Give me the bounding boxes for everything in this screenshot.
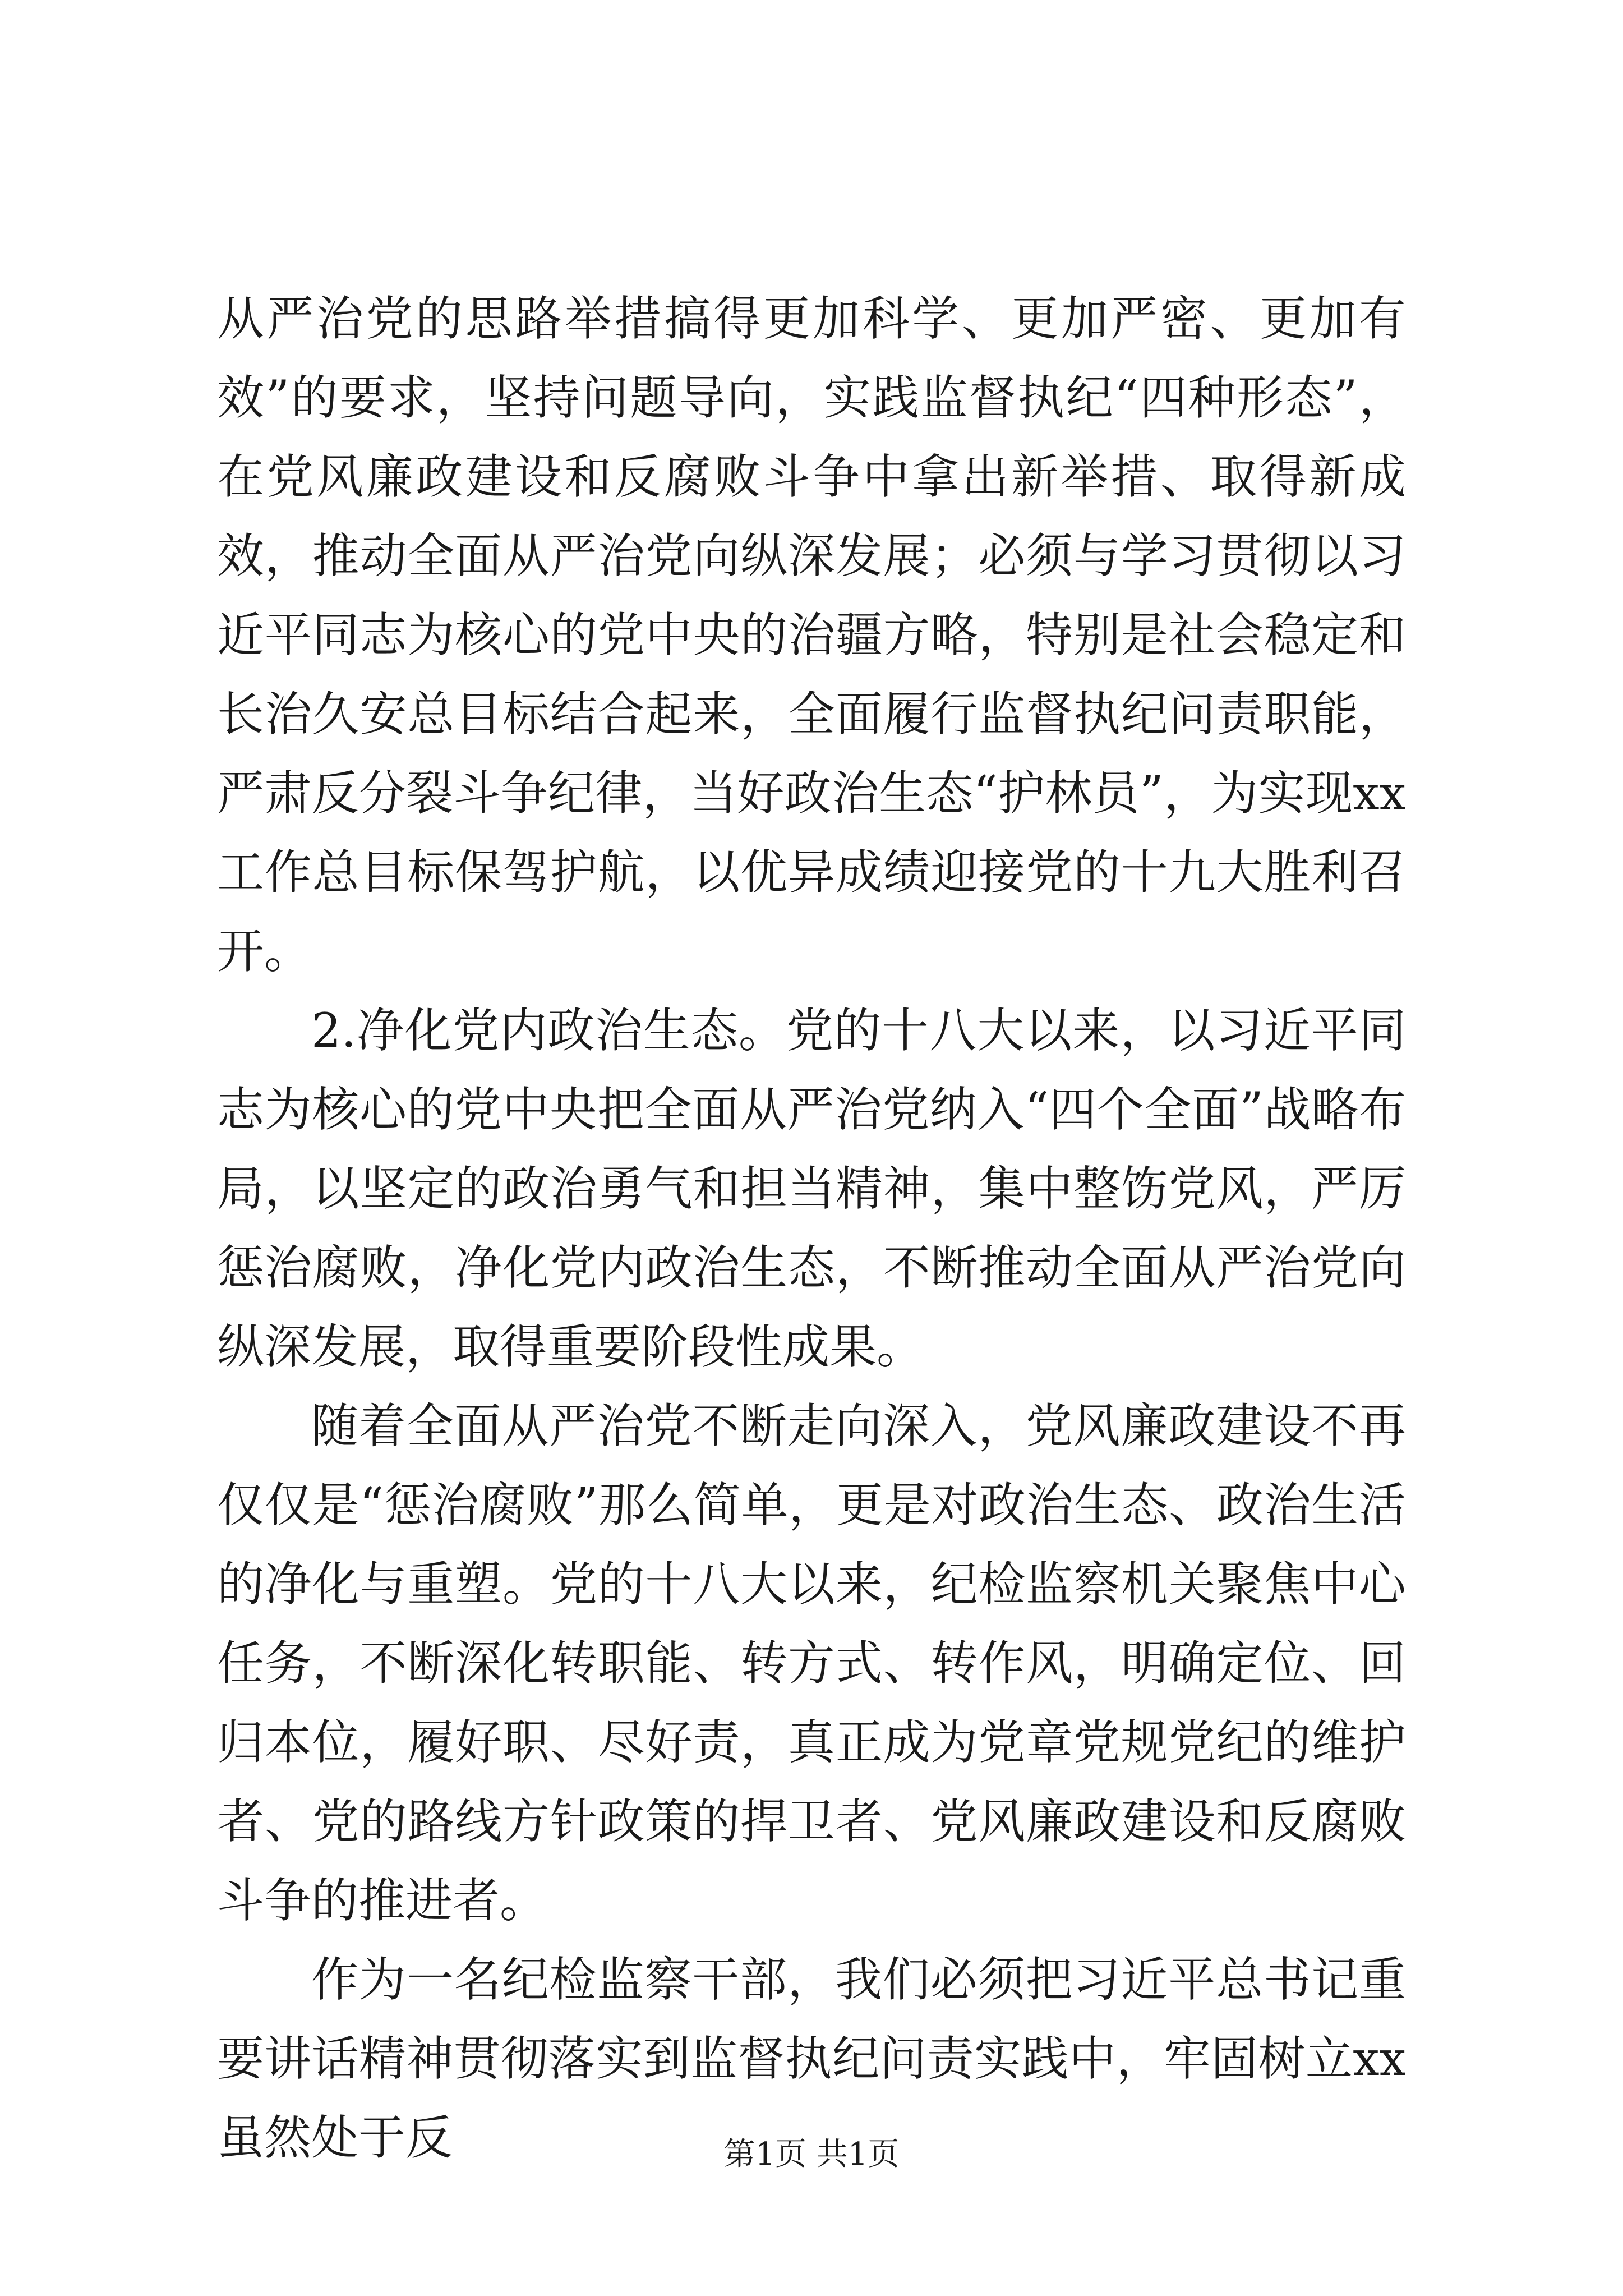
page-number-label: 第1页 共1页 <box>723 2136 900 2173</box>
paragraph-1: 从严治党的思路举措搞得更加科学、更加严密、更加有效”的要求，坚持问题导向，实践监督执纪“四种形态”，在党风廉政建设和反腐败斗争中拿出新举措、取得新成效，推动全面从严治党向纵深发展；必须与学习贯彻以习近平同志为核心的党中央的治疆方略，特别是社会稳定和长治久安总目标结合起来，全面履行监督执纪问责职能，严肃反分裂斗争纪律，当好政治生态“护林员”，为实现xx工作总目标保驾护航，以优异成绩迎接党的十九大胜利召开。 <box>217 291 1406 979</box>
page-footer <box>0 2129 1623 2174</box>
paragraph-2: 2.净化党内政治生态。党的十八大以来，以习近平同志为核心的党中央把全面从严治党纳入“四个全面”战略布局，以坚定的政治勇气和担当精神，集中整饬党风，严厉惩治腐败，净化党内政治生态，不断推动全面从严治党向纵深发展，取得重要阶段性成果。 <box>217 1003 1406 1374</box>
paragraph-4: 作为一名纪检监察干部，我们必须把习近平总书记重要讲话精神贯彻落实到监督执纪问责实践中，牢固树立xx虽然处于反 <box>217 1952 1406 2165</box>
document-body <box>217 279 1406 2178</box>
paragraph-3: 随着全面从严治党不断走向深入，党风廉政建设不再仅仅是“惩治腐败”那么简单，更是对政治生态、政治生活的净化与重塑。党的十八大以来，纪检监察机关聚焦中心任务，不断深化转职能、转方式、转作风，明确定位、回归本位，履好职、尽好责，真正成为党章党规党纪的维护者、党的路线方针政策的捍卫者、党风廉政建设和反腐败斗争的推进者。 <box>217 1398 1406 1928</box>
